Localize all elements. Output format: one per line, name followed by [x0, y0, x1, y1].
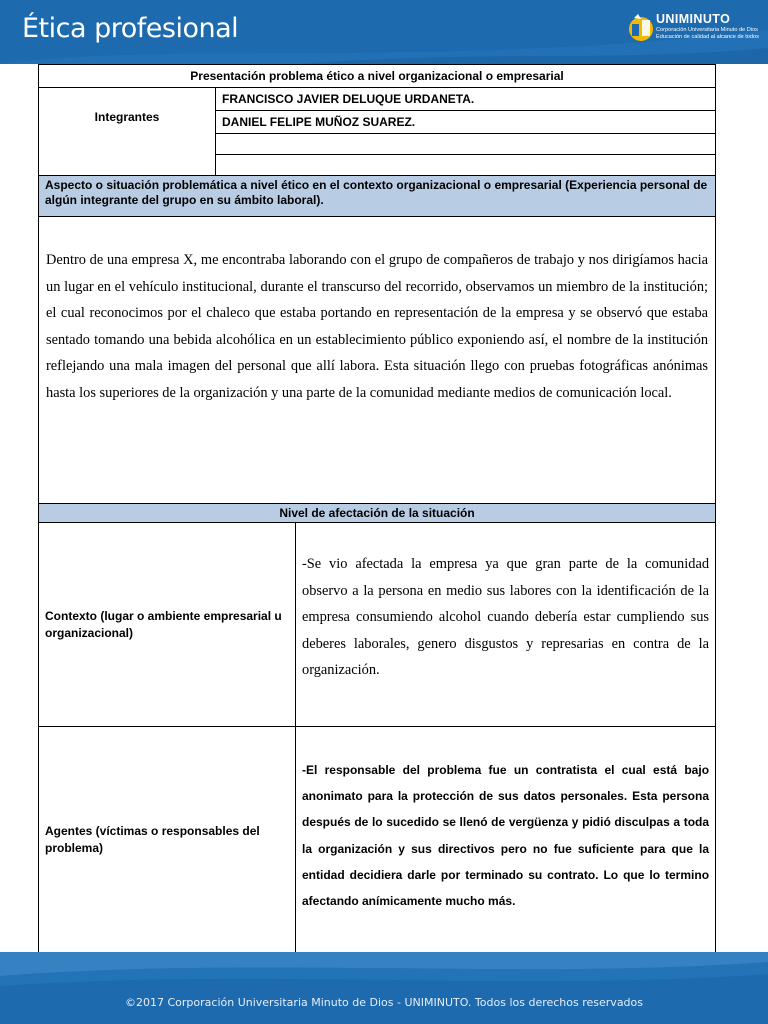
page-footer [0, 952, 768, 1024]
agentes-cell [296, 727, 716, 954]
aspecto-header: Aspecto o situación problemática a nivel ético en el contexto organizacional o empresarial (Experiencia personal de algún integrante del grupo en su ámbito laboral). [39, 176, 716, 217]
agentes-text: -El responsable del problema fue un contratista el cual está bajo anonimato para la protección de sus datos personales. Esta persona después de lo sucedido se llenó de vergüenza y pidió disculpas a toda la organización y sus directivos pero no fue suficiente para que la entidad decidiera darle por terminado su contrato. Lo que lo termino afectando anímicamente mucho más. [302, 763, 710, 909]
contexto-cell [296, 523, 716, 727]
footer-wave-decoration [0, 952, 768, 1024]
logo-emblem-icon [628, 12, 654, 46]
agentes-label: Agentes (víctimas o responsables del problema) [39, 727, 296, 954]
contexto-text: -Se vio afectada la empresa ya que gran parte de la comunidad observo a la persona en medio sus labores con la identificación de la empresa consumiendo alcohol cuando debería estar cumpliendo sus deberes laborales, genero disgustos y represarias en contra de la organización. [302, 556, 710, 679]
contexto-label: Contexto (lugar o ambiente empresarial u organizacional) [39, 523, 296, 727]
integrante-3 [216, 134, 716, 155]
aspecto-cell [39, 217, 716, 504]
uniminuto-logo [628, 10, 760, 50]
ethics-form-table [38, 64, 716, 977]
integrante-2: DANIEL FELIPE MUÑOZ SUAREZ. [216, 111, 716, 134]
nivel-header: Nivel de afectación de la situación [39, 504, 716, 523]
integrante-4 [216, 155, 716, 176]
logo-tagline: Corporación Universitaria Minuto de Dios Educación de calidad al alcance de todos [656, 27, 759, 40]
integrantes-label: Integrantes [39, 88, 216, 176]
aspecto-text: Dentro de una empresa X, me encontraba laborando con el grupo de compañeros de trabajo y nos dirigíamos hacia un lugar en el vehículo institucional, durante el transcurso del recorrido, observamos un miembro de la institución; el cual reconocimos por el chaleco que estaba portando en representación de la empresa y se observó que estaba sentado tomando una bebida alcohólica en un establecimiento público exponiendo así, el nombre de la institución reflejando una mala imagen del personal que allí labora. Esta situación llego con pruebas fotográficas anónimas hasta los superiores de la organización y una parte de la comunidad mediante medios de comunicación local. [46, 252, 709, 401]
form-title: Presentación problema ético a nivel organizacional o empresarial [39, 65, 716, 88]
integrante-1: FRANCISCO JAVIER DELUQUE URDANETA. [216, 88, 716, 111]
logo-name: UNIMINUTO [656, 12, 731, 26]
page-title: Ética profesional [22, 13, 239, 44]
footer-copyright: ©2017 Corporación Universitaria Minuto de Dios - UNIMINUTO. Todos los derechos reservados [125, 996, 643, 1009]
page-header [0, 0, 768, 64]
